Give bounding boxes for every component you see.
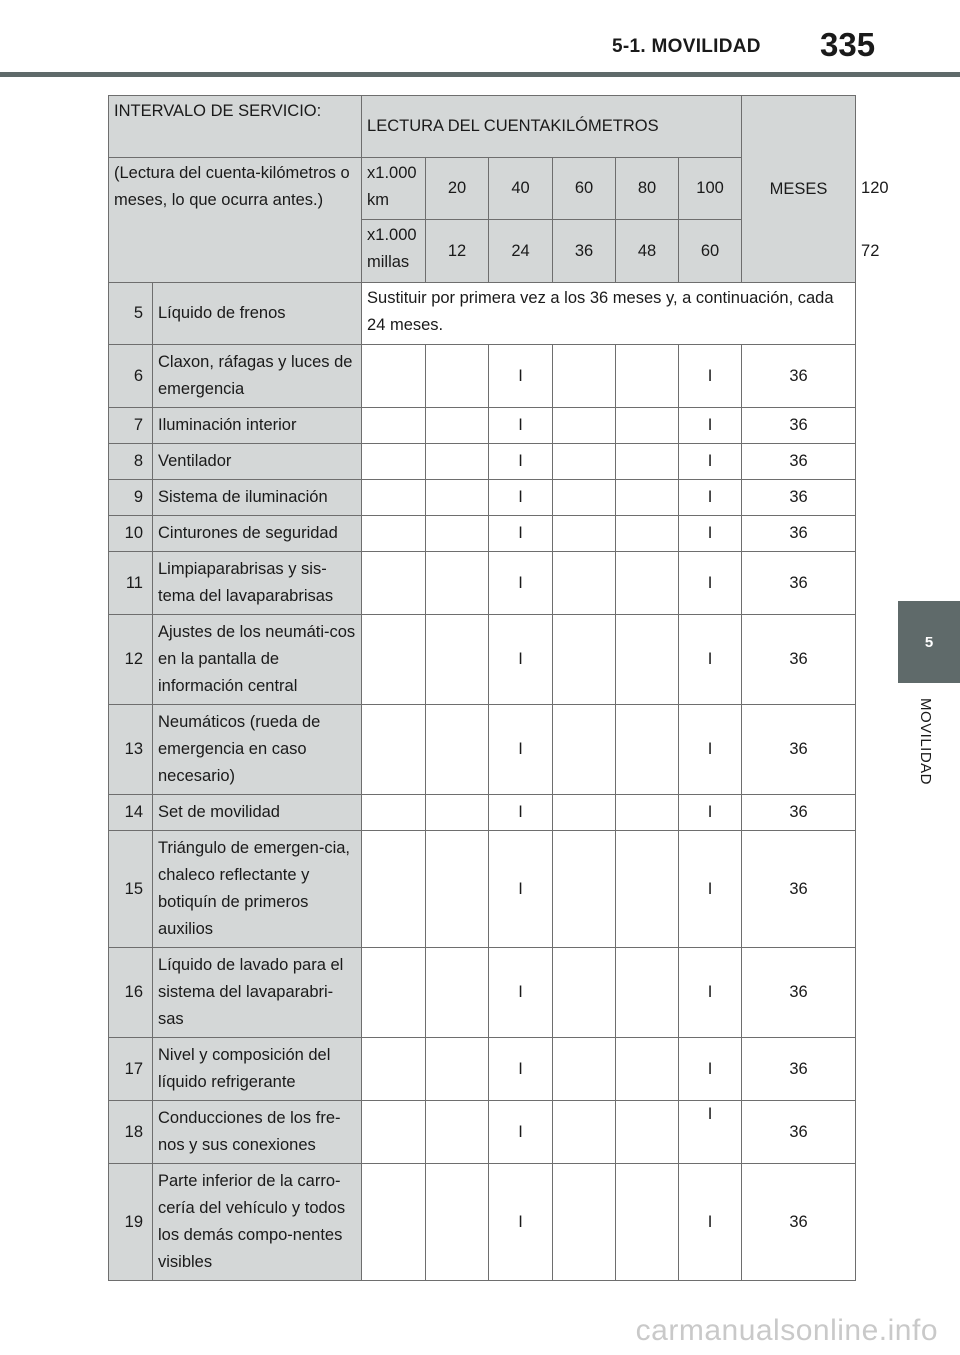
km-value: 40: [489, 158, 553, 220]
inspect-mark: I: [489, 552, 553, 615]
months-value: 36: [742, 705, 856, 795]
table-row: [109, 1038, 856, 1101]
months-value: 36: [742, 1101, 856, 1164]
table-row: [109, 480, 856, 516]
item-note: Sustituir por primera vez a los 36 meses y, a continuación, cada 24 meses.: [362, 283, 856, 345]
chapter-label: [916, 698, 936, 808]
table-row: [109, 705, 856, 795]
inspect-mark: I: [679, 705, 742, 795]
km-value: 60: [553, 158, 616, 220]
table-row: [109, 795, 856, 831]
inspect-mark: I: [489, 1164, 553, 1281]
inspect-mark: I: [489, 831, 553, 948]
mile-value: 12: [426, 220, 489, 283]
item-number: 5: [109, 283, 153, 345]
table-row: [109, 948, 856, 1038]
months-value: 36: [742, 516, 856, 552]
item-name: Neumáticos (rueda de emergencia en caso necesario): [153, 705, 362, 795]
inspect-mark: I: [489, 615, 553, 705]
months-value: 36: [742, 345, 856, 408]
interval-label: INTERVALO DE SERVICIO:: [109, 96, 362, 158]
item-number: 8: [109, 444, 153, 480]
inspect-mark: I: [679, 795, 742, 831]
table-row: [109, 283, 856, 345]
item-number: 16: [109, 948, 153, 1038]
table-row: [109, 516, 856, 552]
table-row: [109, 345, 856, 408]
table-row: [109, 552, 856, 615]
item-number: 14: [109, 795, 153, 831]
months-value: 36: [742, 948, 856, 1038]
inspect-mark: I: [679, 948, 742, 1038]
item-name: Claxon, ráfagas y luces de emergencia: [153, 345, 362, 408]
item-number: 9: [109, 480, 153, 516]
item-name: Iluminación interior: [153, 408, 362, 444]
item-number: 6: [109, 345, 153, 408]
inspect-mark: I: [679, 516, 742, 552]
item-number: 11: [109, 552, 153, 615]
item-name: Ajustes de los neumáti-cos en la pantalla de información central: [153, 615, 362, 705]
table-row: [109, 1164, 856, 1281]
mile-value: 60: [679, 220, 742, 283]
item-name: Parte inferior de la carro-cería del vehículo y todos los demás compo-nentes visibles: [153, 1164, 362, 1281]
inspect-mark: I: [679, 1101, 742, 1164]
months-value: 36: [742, 831, 856, 948]
months-value: 36: [742, 552, 856, 615]
inspect-mark: I: [679, 408, 742, 444]
reading-note: (Lectura del cuenta-kilómetros o meses, lo que ocurra antes.): [109, 158, 362, 283]
item-name: Nivel y composición del líquido refrigerante: [153, 1038, 362, 1101]
months-value: 36: [742, 795, 856, 831]
item-name: Líquido de frenos: [153, 283, 362, 345]
mile-value: 48: [616, 220, 679, 283]
inspect-mark: I: [489, 480, 553, 516]
inspect-mark: I: [489, 516, 553, 552]
odometer-label: LECTURA DEL CUENTAKILÓMETROS: [362, 96, 742, 158]
item-name: Sistema de iluminación: [153, 480, 362, 516]
inspect-mark: I: [489, 345, 553, 408]
table-row: [109, 408, 856, 444]
months-label: MESES: [742, 96, 856, 283]
table-row: [109, 1101, 856, 1164]
months-value: 36: [742, 480, 856, 516]
km-value: 20: [426, 158, 489, 220]
chapter-tab-number: 5: [924, 633, 934, 651]
chapter-tab[interactable]: [898, 601, 960, 683]
inspect-mark: I: [489, 1101, 553, 1164]
section-title: 5-1. MOVILIDAD: [612, 36, 761, 57]
mile-value: 36: [553, 220, 616, 283]
inspect-mark: I: [489, 444, 553, 480]
item-number: 13: [109, 705, 153, 795]
item-number: 18: [109, 1101, 153, 1164]
inspect-mark: I: [679, 615, 742, 705]
mile-value: 24: [489, 220, 553, 283]
inspect-mark: I: [679, 1164, 742, 1281]
item-number: 12: [109, 615, 153, 705]
item-name: Set de movilidad: [153, 795, 362, 831]
inspect-mark: I: [679, 444, 742, 480]
item-name: Ventilador: [153, 444, 362, 480]
chapter-label-text: MOVILIDAD: [917, 698, 934, 786]
item-number: 7: [109, 408, 153, 444]
watermark: carmanualsonline.info: [635, 1314, 938, 1347]
page-number: 335: [820, 26, 876, 63]
inspect-mark: I: [489, 1038, 553, 1101]
maintenance-table: INTERVALO DE SERVICIO: LECTURA DEL CUENTAKILÓMETROS MESES (Lectura del cuenta-kilómetros o meses, lo que ocurra antes.) x1.000 km 20 40 60 80 100 120 x1.000 millas 12 24 36 48 60 72 5 Líquido de frenos Sustituir por primera vez a los 36 meses y, a continuación, cada 24 meses. 6 Claxon, ráfagas y luces de emergencia I I 36 7 Iluminación interior I I 36 8 Ventilador I I 36 9 Sistema de iluminación I I 36 10 Cinturones de seguridad I I 36 11 Limpiaparabrisas y sis-tema del lavaparabrisas I I 36 12 Ajustes de los neumáti-cos en la pantalla de información central I I 36 13 Neumáticos (rueda de emergencia en caso necesario) I I 36 14 Set de movilidad I I 36 15 Triángulo de emergen-cia, chaleco reflectante y botiquín de primeros auxilios I I 36 16 Líquido de lavado para el sistema del lavaparabri-sas I I 36 17 Nivel y composición del líquido refrigerante I I 36 18 Conducciones de los fre-nos y sus conexiones I I 36 19 Parte inferior de la carro-cería del vehículo y todos los demás compo-nentes visibles I I 36: [108, 95, 856, 1281]
months-value: 36: [742, 1164, 856, 1281]
km-value: 80: [616, 158, 679, 220]
inspect-mark: I: [489, 408, 553, 444]
item-name: Líquido de lavado para el sistema del lavaparabri-sas: [153, 948, 362, 1038]
km-unit: x1.000 km: [362, 158, 426, 220]
inspect-mark: I: [679, 1038, 742, 1101]
item-name: Triángulo de emergen-cia, chaleco reflectante y botiquín de primeros auxilios: [153, 831, 362, 948]
inspect-mark: I: [679, 480, 742, 516]
item-name: Cinturones de seguridad: [153, 516, 362, 552]
miles-unit: x1.000 millas: [362, 220, 426, 283]
inspect-mark: I: [489, 795, 553, 831]
item-name: Limpiaparabrisas y sis-tema del lavaparabrisas: [153, 552, 362, 615]
table-row: [109, 615, 856, 705]
inspect-mark: I: [679, 552, 742, 615]
km-value: 100: [679, 158, 742, 220]
item-number: 19: [109, 1164, 153, 1281]
item-number: 10: [109, 516, 153, 552]
inspect-mark: I: [489, 948, 553, 1038]
inspect-mark: I: [679, 831, 742, 948]
item-number: 15: [109, 831, 153, 948]
months-value: 36: [742, 444, 856, 480]
inspect-mark: I: [489, 705, 553, 795]
item-number: 17: [109, 1038, 153, 1101]
item-name: Conducciones de los fre-nos y sus conexiones: [153, 1101, 362, 1164]
months-value: 36: [742, 408, 856, 444]
table-row: [109, 831, 856, 948]
header-rule: [0, 72, 960, 77]
table-row: [109, 444, 856, 480]
inspect-mark: I: [679, 345, 742, 408]
months-value: 36: [742, 615, 856, 705]
months-value: 36: [742, 1038, 856, 1101]
